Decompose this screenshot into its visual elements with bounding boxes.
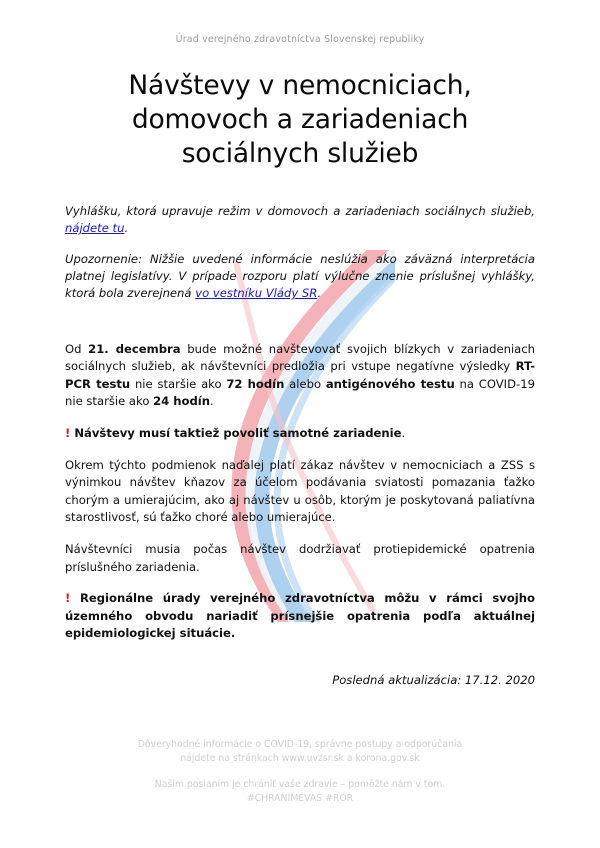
- last-updated-text: Posledná aktualizácia: 17.12. 2020: [332, 673, 535, 688]
- visit-conditions-72-hours: 72 hodín: [226, 376, 285, 391]
- visit-conditions-s4: alebo: [284, 376, 326, 391]
- visit-conditions-s5: na COVID-19 nie staršie ako: [65, 376, 535, 409]
- visit-conditions-s2: bude možné navštevovať svojich blízkych v zariadeniach sociálnych služieb, ak návštevníci predložia pri vstupe negatívne výsledky: [65, 341, 535, 374]
- intro-paragraph-regulation: [65, 203, 535, 237]
- visit-conditions-24-hours: 24 hodín: [153, 394, 211, 409]
- organization-header: Úrad verejného zdravotníctva Slovenskej republiky: [175, 34, 425, 45]
- paragraph-facility-permission: [65, 425, 535, 443]
- visit-conditions-date: 21. decembra: [88, 341, 181, 356]
- visit-conditions-s6: .: [210, 394, 214, 409]
- intro-text-before-link: Vyhlášku, ktorá upravuje režim v domovoch a zariadeniach sociálnych služieb,: [65, 203, 535, 218]
- visit-conditions-s3: nie staršie ako: [130, 376, 227, 391]
- notice-text-before-link: Upozornenie: Nižšie uvedené informácie neslúžia ako záväzná interpretácia platnej legislatívy. V prípade rozporu platí výlučne znenie príslušnej vyhlášky, ktorá bola zverejnená: [65, 252, 535, 301]
- footer-spacer: [0, 767, 600, 778]
- visit-conditions-antigen-test: antigénového testu: [325, 376, 455, 391]
- regulation-link[interactable]: nájdete tu: [65, 220, 125, 235]
- page-title-line-3: sociálnych služieb: [181, 137, 419, 169]
- footer-line-2: nájdete na stránkach www.uvzsr.sk a korona.gov.sk: [180, 753, 420, 765]
- intro-text-after-link: .: [124, 220, 129, 235]
- paragraph-visit-conditions: [65, 341, 535, 411]
- page-footer: [0, 738, 600, 807]
- document-body: [65, 203, 535, 687]
- intro-paragraph-notice: [65, 251, 535, 302]
- footer-line-3: Naším poslaním je chrániť vaše zdravie – pomôžte nám v tom.: [154, 778, 446, 790]
- footer-hashtags: #CHRANIMEVAS #ROR: [246, 793, 354, 805]
- page-title: [70, 69, 530, 171]
- gazette-link[interactable]: vo vestníku Vlády SR: [195, 286, 318, 301]
- facility-permission-tail: .: [401, 425, 406, 440]
- paragraph-visit-ban-exceptions: Okrem týchto podmienok naďalej platí zákaz návštev v nemocniciach a ZSS s výnimkou návštev kňazov za účelom podávania sviatosti pomazania ťažko chorým a umierajúcim, ako aj návštev u osôb, ktorým je poskytovaná paliatívna starostlivosť, sú ťažko choré alebo umierajúce.: [65, 457, 535, 525]
- footer-line-1: Dôveryhodné informácie o COVID-19, správne postupy a odporúčania: [137, 739, 463, 750]
- regional-authorities-text: Regionálne úrady verejného zdravotníctva môžu v rámci svojho územného obvodu nariadiť prísnejšie opatrenia podľa aktuálnej epidemiologickej situácie.: [65, 591, 535, 641]
- facility-permission-bold: Návštevy musí taktiež povoliť samotné zariadenie: [70, 425, 402, 440]
- alert-exclamation-icon: !: [65, 425, 71, 440]
- notice-text-after-link: .: [317, 286, 322, 301]
- paragraph-regional-authorities: [65, 590, 535, 643]
- page-title-line-1: Návštevy v nemocniciach,: [128, 70, 472, 101]
- page-title-line-2: domovoch a zariadeniach: [131, 103, 469, 135]
- paragraph-epidemic-measures: Návštevníci musia počas návštev dodržiavať protiepidemické opatrenia príslušného zariadenia.: [65, 541, 535, 574]
- visit-conditions-pcr-test: RT-PCR testu: [65, 359, 535, 391]
- visit-conditions-s1: Od: [65, 341, 89, 356]
- alert-exclamation-icon-2: !: [65, 591, 71, 606]
